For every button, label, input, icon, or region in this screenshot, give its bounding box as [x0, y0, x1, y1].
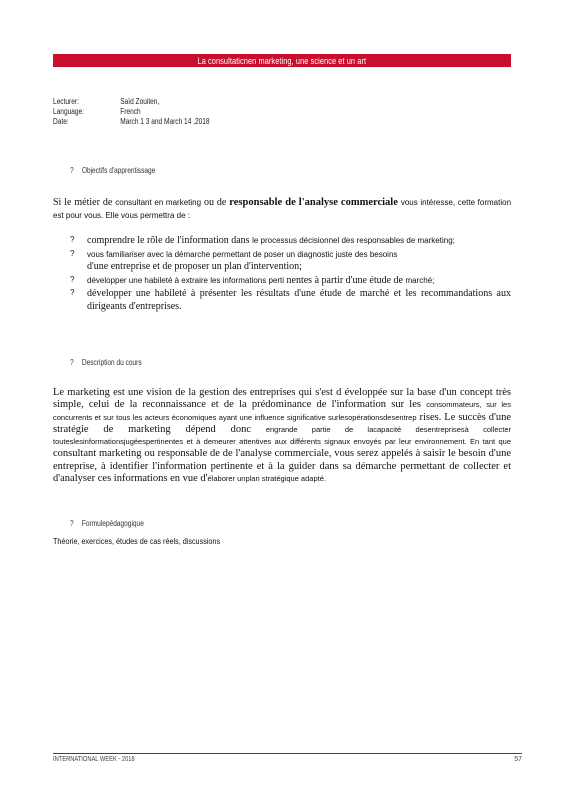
- intro-paragraph: [53, 196, 511, 222]
- course-meta: [53, 97, 210, 127]
- meta-row-date: [53, 117, 210, 127]
- meta-key: Lecturer:: [53, 97, 79, 106]
- formule-text: Théorie, exercices, études de cas réels, discussions: [53, 536, 221, 546]
- intro-text: vous intéresse, cette formation est pour vous. Elle vous permettra de :: [53, 198, 512, 220]
- meta-row-lecturer: [53, 97, 210, 107]
- list-item: [70, 288, 511, 313]
- bullet-text: vous familiariser avec la démarche permettant de poser un diagnostic juste des besoins: [87, 249, 398, 259]
- section-heading-objectifs: [70, 166, 155, 175]
- bullet-marker: ?: [70, 166, 74, 175]
- page-footer: [53, 756, 522, 763]
- bullet-text: comprendre le rôle de l'information dans: [87, 235, 250, 246]
- bullet-text: d'une entreprise et de proposer un plan d'intervention;: [87, 261, 302, 272]
- meta-key: Date:: [53, 117, 69, 126]
- meta-key: Language:: [53, 107, 85, 116]
- description-text: consommateurs, sur les concurrents et sur tous les acteurs économiques ayant une influence significative surlesopérationsdesentrep: [53, 400, 511, 422]
- bullet-marker: ?: [70, 248, 75, 258]
- footer-label: INTERNATIONAL WEEK - 2018: [53, 756, 135, 763]
- list-item: [70, 249, 511, 274]
- intro-text: ou de: [203, 197, 227, 208]
- intro-text: Si le métier de: [53, 197, 113, 208]
- page-number: 57: [514, 756, 522, 763]
- bullet-text: développer une habileté à présenter les résultats d'une étude de marché et les recommandations aux dirigeants d'entreprises.: [87, 288, 511, 312]
- description-text: Le marketing est une vision de la gestion des entreprises qui s'est d éveloppée sur la base d'un concept très simple, celui de la reconnaissance et de la prédominance de l'information sur les: [53, 387, 511, 411]
- meta-value: French: [120, 107, 141, 116]
- title-banner: [53, 54, 511, 67]
- intro-emphasis: responsable de l'analyse commerciale: [229, 197, 398, 208]
- section-title: Formulepédagogique: [81, 519, 144, 528]
- objectives-list: [70, 235, 511, 313]
- bullet-marker: ?: [70, 274, 75, 284]
- list-item: [70, 235, 511, 248]
- bullet-text: nentes à partir d'une étude de: [286, 274, 403, 286]
- description-text: consultant marketing ou responsable de de l'analyse commerciale, vous serez appelés à saisir le besoin d'une entreprise, à identifier l'information pertinente et à la guider dans sa démarche permettant de collecter et d'analyser ces informations en vue d': [53, 448, 511, 485]
- bullet-text: marché;: [405, 275, 435, 285]
- bullet-marker: ?: [70, 519, 74, 528]
- description-paragraph: [53, 387, 511, 485]
- page-title: La consultaticnen marketing, une science et un art: [197, 55, 367, 66]
- meta-value: March 1 3 and March 14 ,2018: [120, 117, 210, 126]
- intro-text: consultant en marketing: [115, 198, 202, 207]
- description-text: rises. Le succès d'une stratégie de marketing dépend donc: [53, 411, 512, 435]
- description-text: engrande partie de lacapacité desentreprisesà collecter touteslesinformationsjugéespertinentes et à demeurer attentives aux différents signaux envoyés par leur environnement. En tant que: [53, 424, 512, 447]
- meta-row-language: [53, 107, 210, 117]
- bullet-marker: ?: [70, 288, 75, 297]
- section-title: Objectifs d'apprentissage: [81, 166, 156, 175]
- bullet-text: le processus décisionnel des responsables de marketing;: [252, 236, 455, 245]
- list-item: [70, 275, 511, 288]
- description-text: élaborer unplan stratégique adapté.: [207, 474, 326, 484]
- bullet-marker: ?: [70, 235, 75, 244]
- bullet-text: développer une habileté à extraire les informations perti: [87, 275, 285, 285]
- section-title: Description du cours: [81, 358, 142, 367]
- section-heading-formule: [70, 519, 144, 528]
- footer-divider: [53, 753, 522, 754]
- meta-value: Saïd Zouiten,: [120, 97, 160, 106]
- section-heading-description: [70, 358, 142, 367]
- bullet-marker: ?: [70, 358, 74, 367]
